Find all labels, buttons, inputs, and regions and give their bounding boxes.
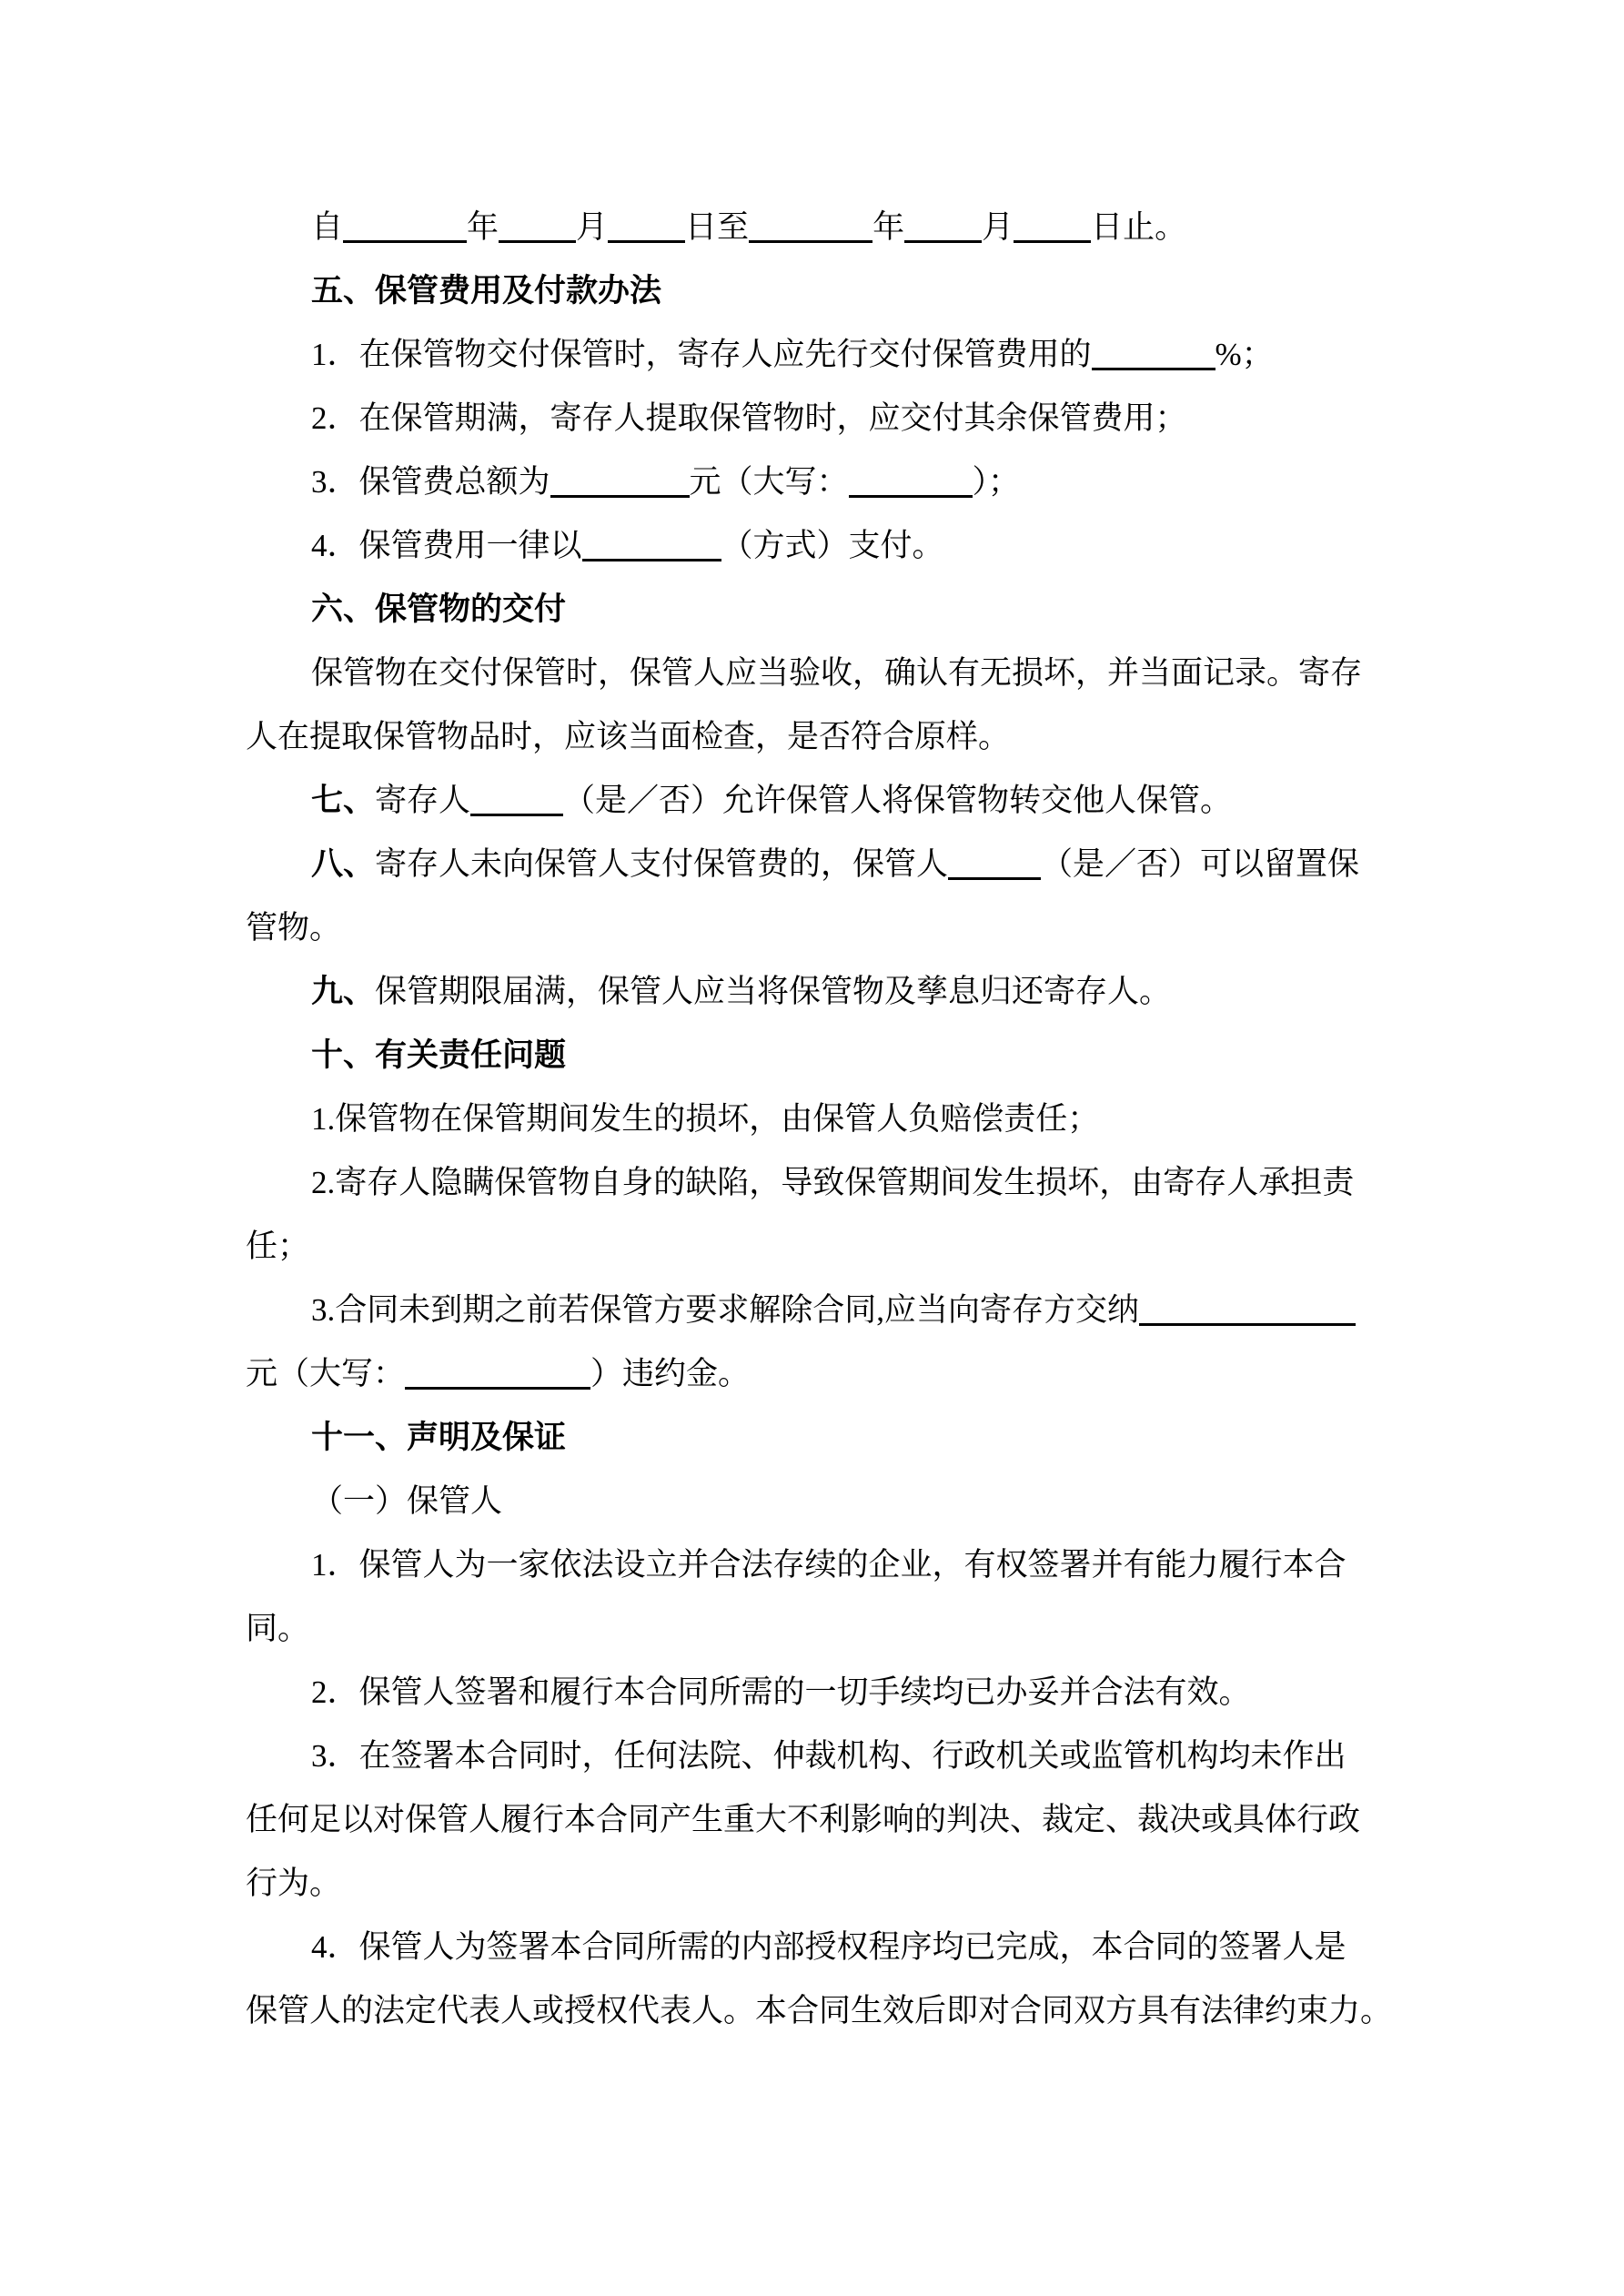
section-number: 七、 (311, 783, 376, 818)
fill-in-blank (749, 240, 873, 243)
fill-in-blank (1014, 240, 1091, 243)
text-line: 1.保管物在保管期间发生的损坏，由保管人负赔偿责任； (311, 1101, 1100, 1137)
text-line: 4．保管费用一律以 （方式）支付。 (311, 528, 944, 563)
text-line: 3．保管费总额为 元（大写： ）； (311, 464, 1021, 500)
text-line: 3．在签署本合同时，任何法院、仲裁机构、行政机关或监管机构均未作出 (311, 1738, 1347, 1774)
text-line: （一）保管人 (311, 1483, 503, 1519)
text-line: 任； (246, 1229, 310, 1264)
section-number: 八、 (311, 846, 376, 882)
text-line: 4．保管人为签署本合同所需的内部授权程序均已完成，本合同的签署人是 (311, 1929, 1347, 1965)
fill-in-blank (948, 877, 1041, 880)
section-heading: 十、有关责任问题 (311, 1037, 567, 1073)
text-line: 保管物在交付保管时，保管人应当验收，确认有无损坏，并当面记录。寄存 (311, 655, 1363, 691)
text-line: 2.寄存人隐瞒保管物自身的缺陷，导致保管期间发生损坏，由寄存人承担责 (311, 1165, 1355, 1200)
fill-in-blank (405, 1387, 590, 1390)
fill-in-blank (582, 559, 721, 561)
text-line: 1．保管人为一家依法设立并合法存续的企业，有权签署并有能力履行本合 (311, 1547, 1347, 1583)
fill-in-blank (499, 240, 576, 243)
text-line: 3.合同未到期之前若保管方要求解除合同,应当向寄存方交纳 (246, 1279, 1397, 1342)
text-line: 八、寄存人未向保管人支付保管费的，保管人 （是／否）可以留置保 (311, 846, 1360, 882)
fill-in-blank (849, 495, 973, 498)
text-line: 自 年 月 日至 年 月 日止。 (311, 209, 1187, 245)
fill-in-blank (470, 814, 563, 816)
text-line: 2．保管人签署和履行本合同所需的一切手续均已办妥并合法有效。 (311, 1674, 1251, 1710)
text-line: 管物。 (246, 910, 342, 946)
text-line: 2．在保管期满，寄存人提取保管物时，应交付其余保管费用； (311, 400, 1187, 436)
text-line: 人在提取保管物品时，应该当面检查，是否符合原样。 (246, 719, 1011, 754)
fill-in-blank (608, 240, 685, 243)
text-line: 保管人的法定代表人或授权代表人。本合同生效后即对合同双方具有法律约束力。 (246, 1993, 1393, 2028)
fill-in-blank (1139, 1323, 1356, 1326)
section-heading: 五、保管费用及付款办法 (311, 273, 662, 308)
text-line: 任何足以对保管人履行本合同产生重大不利影响的判决、裁定、裁决或具体行政 (246, 1802, 1361, 1837)
text-line: 元（大写： ）违约金。 (246, 1356, 751, 1391)
text-line: 1．在保管物交付保管时，寄存人应先行交付保管费用的 %； (311, 337, 1274, 372)
fill-in-blank (550, 495, 690, 498)
text-line: 同。 (246, 1611, 310, 1646)
section-heading: 六、保管物的交付 (311, 592, 567, 627)
document-body (246, 196, 1397, 2043)
section-heading: 十一、声明及保证 (311, 1420, 567, 1455)
text-line: 行为。 (246, 1866, 342, 1901)
fill-in-blank (343, 240, 467, 243)
text-line: 七、寄存人 （是／否）允许保管人将保管物转交他人保管。 (311, 783, 1233, 818)
fill-in-blank (1092, 368, 1215, 370)
section-number: 九、 (311, 974, 376, 1009)
fill-in-blank (904, 240, 982, 243)
text-line: 九、保管期限届满，保管人应当将保管物及孳息归还寄存人。 (311, 974, 1172, 1009)
